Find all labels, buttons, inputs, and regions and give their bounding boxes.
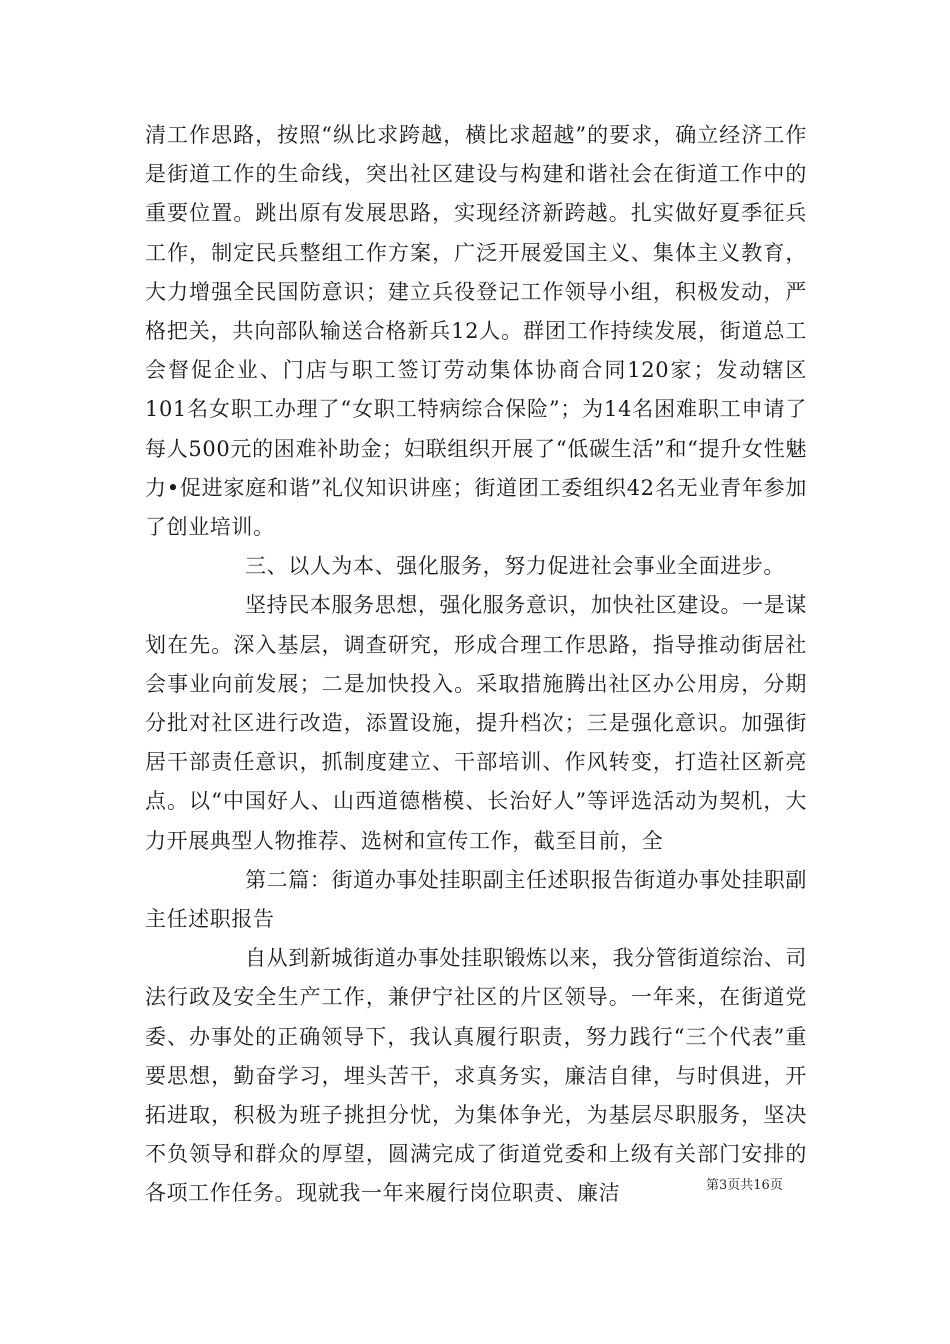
paragraph-duty-report-intro: 自从到新城街道办事处挂职锻炼以来，我分管街道综治、司法行政及安全生产工作，兼伊宁社区的片区领导。一年来，在街道党委、办事处的正确领导下，我认真履行职责，努力践行“三个代表”重要思想，勤奋学习，埋头苦干，求真务实，廉洁自律，与时俱进，开拓进取，积极为班子挑担分忧，为集体争光，为基层尽职服务，坚决不负领导和群众的厚望，圆满完成了街道党委和上级有关部门安排的各项工作任务。现就我一年来履行岗位职责、廉洁 <box>145 946 807 1206</box>
chapter-title-second: 第二篇：街道办事处挂职副主任述职报告街道办事处挂职副主任述职报告 <box>145 867 807 932</box>
paragraph-community-building: 坚持民本服务思想，强化服务意识，加快社区建设。一是谋划在先。深入基层，调查研究，形成合理工作思路，指导推动街居社会事业向前发展；二是加快投入。采取措施腾出社区办公用房，分期分批对社区进行改造，添置设施，提升档次；三是强化意识。加强街居干部责任意识，抓制度建立、干部培训、作风转变，打造社区新亮点。以“中国好人、山西道德楷模、长治好人”等评选活动为契机，大力开展典型人物推荐、选树和宣传工作，截至目前，全 <box>145 593 807 853</box>
section-heading-social-services: 三、以人为本、强化服务，努力促进社会事业全面进步。 <box>245 554 785 579</box>
document-body <box>145 116 807 1214</box>
page-number: 第3页共16页 <box>706 1178 783 1193</box>
paragraph-economic-work: 清工作思路，按照“纵比求跨越，横比求超越”的要求，确立经济工作是街道工作的生命线，突出社区建设与构建和谐社会在街道工作中的重要位置。跳出原有发展思路，实现经济新跨越。扎实做好夏季征兵工作，制定民兵整组工作方案，广泛开展爱国主义、集体主义教育，大力增强全民国防意识；建立兵役登记工作领导小组，积极发动，严格把关，共向部队输送合格新兵12人。群团工作持续发展，街道总工会督促企业、门店与职工签订劳动集体协商合同120家；发动辖区101名女职工办理了“女职工特病综合保险”；为14名困难职工申请了每人500元的困难补助金；妇联组织开展了“低碳生活”和“提升女性魅力•促进家庭和谐”礼仪知识讲座；街道团工委组织42名无业青年参加了创业培训。 <box>145 123 807 540</box>
